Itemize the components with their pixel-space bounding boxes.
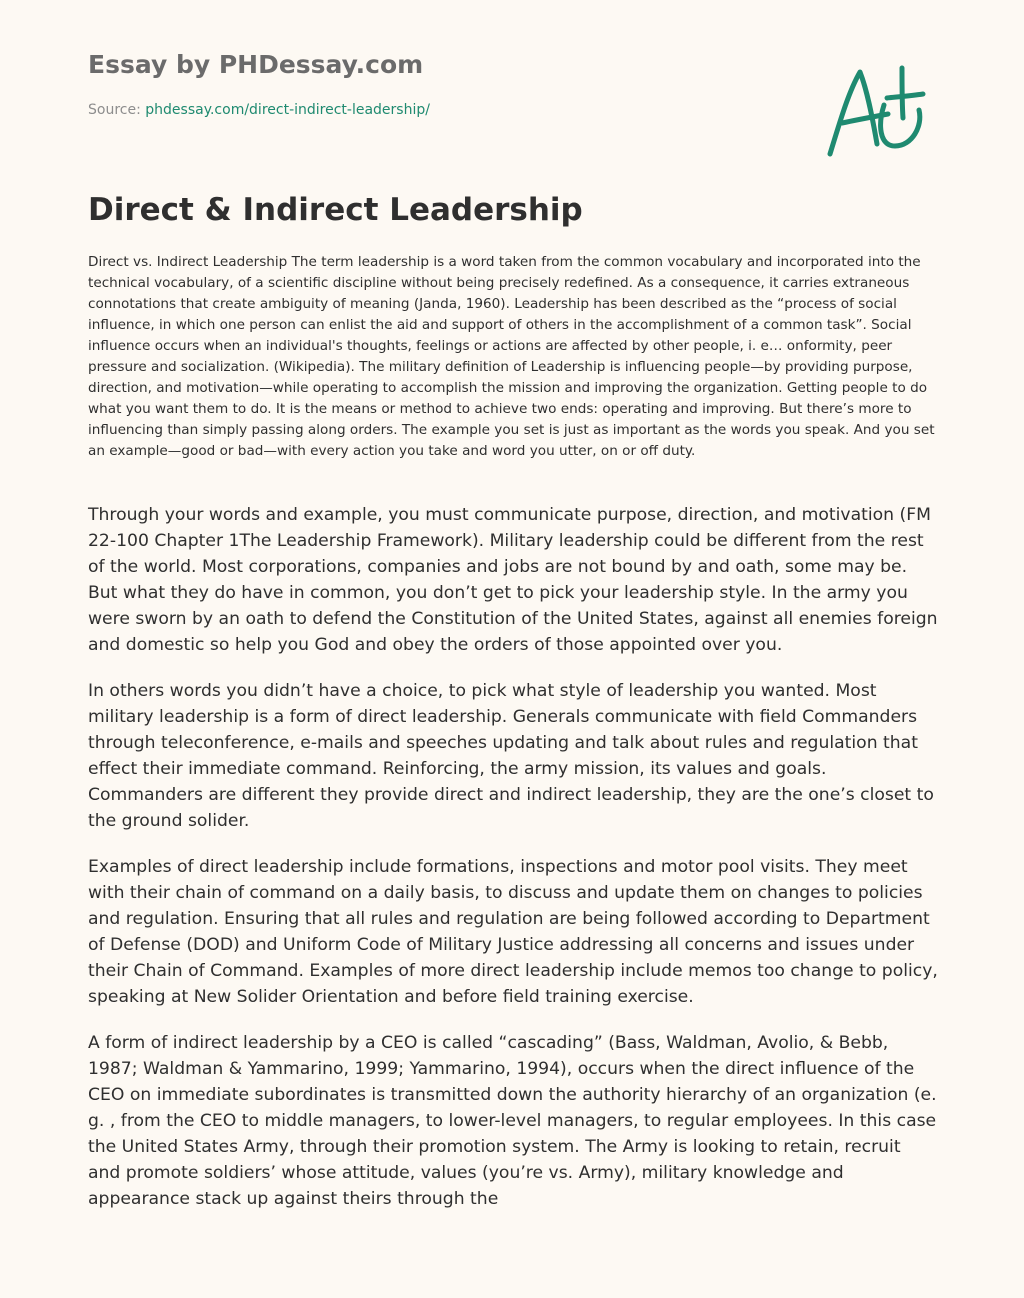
article-body (88, 502, 938, 1232)
article-paragraph-3: Examples of direct leadership include formations, inspections and motor pool visits. They meet with their chain of command on a daily basis, to discuss and update them on changes to policies and regulation. Ensuring that all rules and regulation are being followed according to Department of Defense (DOD) and Uniform Code of Military Justice addressing all concerns and issues under their Chain of Command. Examples of more direct leadership include memos too change to policy, speaking at New Solider Orientation and before field training exercise. (88, 857, 938, 1007)
article-paragraph-2: In others words you didn’t have a choice, to pick what style of leadership you wanted. Most military leadership is a form of direct leadership. Generals communicate with field Commanders through teleconference, e-mails and speeches updating and talk about rules and regulation that effect their immediate command. Reinforcing, the army mission, its values and goals. Commanders are different they provide direct and indirect leadership, they are the one’s closet to the ground solider. (88, 681, 934, 831)
article-title: Direct & Indirect Leadership (88, 192, 583, 228)
a-plus-grade-icon (818, 62, 934, 166)
source-line (88, 102, 430, 118)
source-link[interactable]: phdessay.com/direct-indirect-leadership/ (145, 102, 430, 118)
article-intro: Direct vs. Indirect Leadership The term leadership is a word taken from the common vocabulary and incorporated into the technical vocabulary, of a scientific discipline without being precisely redefined. As a consequence, it carries extraneous connotations that create ambiguity of meaning (Janda, 1960). Leadership has been described as the “process of social influence, in which one person can enlist the aid and support of others in the accomplishment of a common task”. Social influence occurs when an individual's thoughts, feelings or actions are affected by other people, i. e… onformity, peer pressure and socialization. (Wikipedia). The military definition of Leadership is influencing people—by providing purpose, direction, and motivation—while operating to accomplish the mission and improving the organization. Getting people to do what you want them to do. It is the means or method to achieve two ends: operating and improving. But there’s more to influencing than simply passing along orders. The example you set is just as important as the words you speak. And you set an example—good or bad—with every action you take and word you utter, on or off duty. (88, 254, 935, 459)
article-paragraph-1: Through your words and example, you must communicate purpose, direction, and motivation (FM 22-100 Chapter 1The Leadership Framework). Military leadership could be different from the rest of the world. Most corporations, companies and jobs are not bound by and oath, some may be. But what they do have in common, you don’t get to pick your leadership style. In the army you were sworn by an oath to defend the Constitution of the United States, against all enemies foreign and domestic so help you God and obey the orders of those appointed over you. (88, 505, 938, 655)
article-paragraph-4: A form of indirect leadership by a CEO is called “cascading” (Bass, Waldman, Avolio, & Bebb, 1987; Waldman & Yammarino, 1999; Yammarino, 1994), occurs when the direct influence of the CEO on immediate subordinates is transmitted down the authority hierarchy of an organization (e. g. , from the CEO to middle managers, to lower-level managers, to regular employees. In this case the United States Army, through their promotion system. The Army is looking to retain, recruit and promote soldiers’ whose attitude, values (you’re vs. Army), military knowledge and appearance stack up against theirs through the (88, 1033, 937, 1209)
content-fade-overlay (0, 1236, 1024, 1298)
site-brand: Essay by PHDessay.com (88, 50, 424, 79)
source-label: Source: (88, 102, 141, 118)
